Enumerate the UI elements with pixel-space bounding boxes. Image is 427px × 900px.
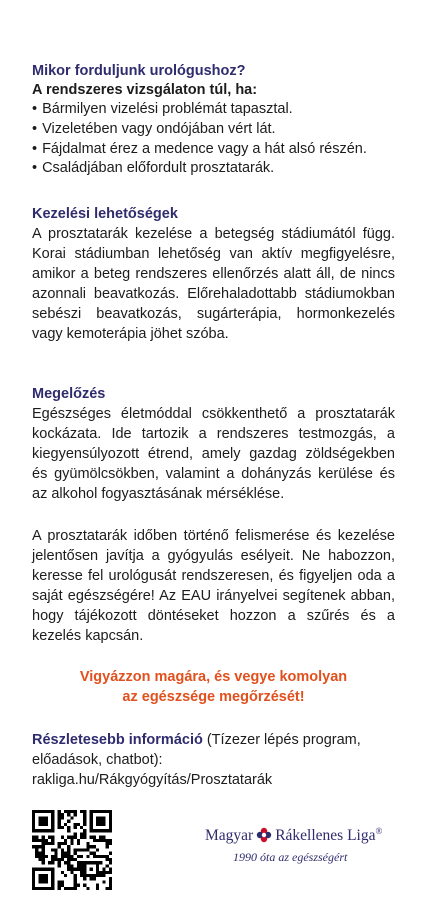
list-item: • Bármilyen vizelési problémát tapasztal. bbox=[32, 100, 395, 120]
list-item: • Fájdalmat érez a medence vagy a hát alsó részén. bbox=[32, 140, 395, 160]
treatment-section bbox=[32, 205, 395, 344]
callout bbox=[32, 667, 395, 707]
callout-line-2: az egészsége megőrzését! bbox=[122, 689, 305, 705]
logo-name-left: Magyar bbox=[205, 827, 254, 845]
treatment-text: A prosztatarák kezelése a betegség stádiumától függ. Korai stádiumban lehetőség van aktív megfigyelésre, amikor a beteg rendszeres ellenőrzés alatt áll, de nincs azonnali beavatkozás. Előrehaladottabb stádiumokban sebészi beavatkozás, sugárterápia, hormonkezelés vagy kemoterápia jöhet szóba. bbox=[32, 226, 395, 342]
closing-text: A prosztatarák időben történő felismerése és kezelése jelentősen javítja a gyógyulás esélyeit. Ne habozzon, keresse fel urológusát rendszeresen, és figyeljen oda a saját egészségére! Az EAU irányelvei segítenek abban, hogy tájékozott döntéseket hozzon a szűrés és a kezelés kapcsán. bbox=[32, 528, 395, 644]
urologist-list bbox=[32, 100, 395, 179]
brand-logo bbox=[205, 826, 395, 870]
more-info-link[interactable]: rakliga.hu/Rákgyógyítás/Prosztatarák bbox=[32, 772, 273, 788]
prevention-section bbox=[32, 385, 395, 504]
logo-name bbox=[205, 827, 382, 844]
treatment-heading: Kezelési lehetőségek bbox=[32, 206, 178, 222]
urologist-heading: Mikor forduljunk urológushoz? bbox=[32, 63, 246, 79]
urologist-section bbox=[32, 62, 395, 179]
logo-registered: ® bbox=[375, 826, 383, 836]
urologist-lead: A rendszeres vizsgálaton túl, ha: bbox=[32, 82, 258, 98]
more-info-detail: (Tízezer lépés program, előadások, chatbot): bbox=[32, 732, 361, 768]
list-item: • Vizeletében vagy ondójában vért lát. bbox=[32, 120, 395, 140]
prevention-heading: Megelőzés bbox=[32, 386, 106, 402]
callout-line-1: Vigyázzon magára, és vegye komolyan bbox=[79, 669, 348, 685]
qr-code bbox=[32, 810, 112, 890]
more-info bbox=[32, 730, 395, 790]
prevention-text: Egészséges életmóddal csökkenthető a prosztatarák kockázata. Ide tartozik a rendszeres testmozgás, a kiegyensúlyozott étrend, amely gazdag zöldségekben és gyümölcsökben, valamint a dohányzás kerülése és az alkohol fogyasztásának mérséklése. bbox=[32, 406, 395, 502]
closing-section bbox=[32, 526, 395, 646]
more-info-label: Részletesebb információ bbox=[32, 732, 203, 748]
logo-name-right: Rákellenes Liga bbox=[275, 827, 376, 845]
list-item: • Családjában előfordult prosztatarák. bbox=[32, 159, 395, 179]
logo-tagline: 1990 óta az egészségért bbox=[233, 850, 348, 864]
rose-icon bbox=[256, 827, 272, 843]
